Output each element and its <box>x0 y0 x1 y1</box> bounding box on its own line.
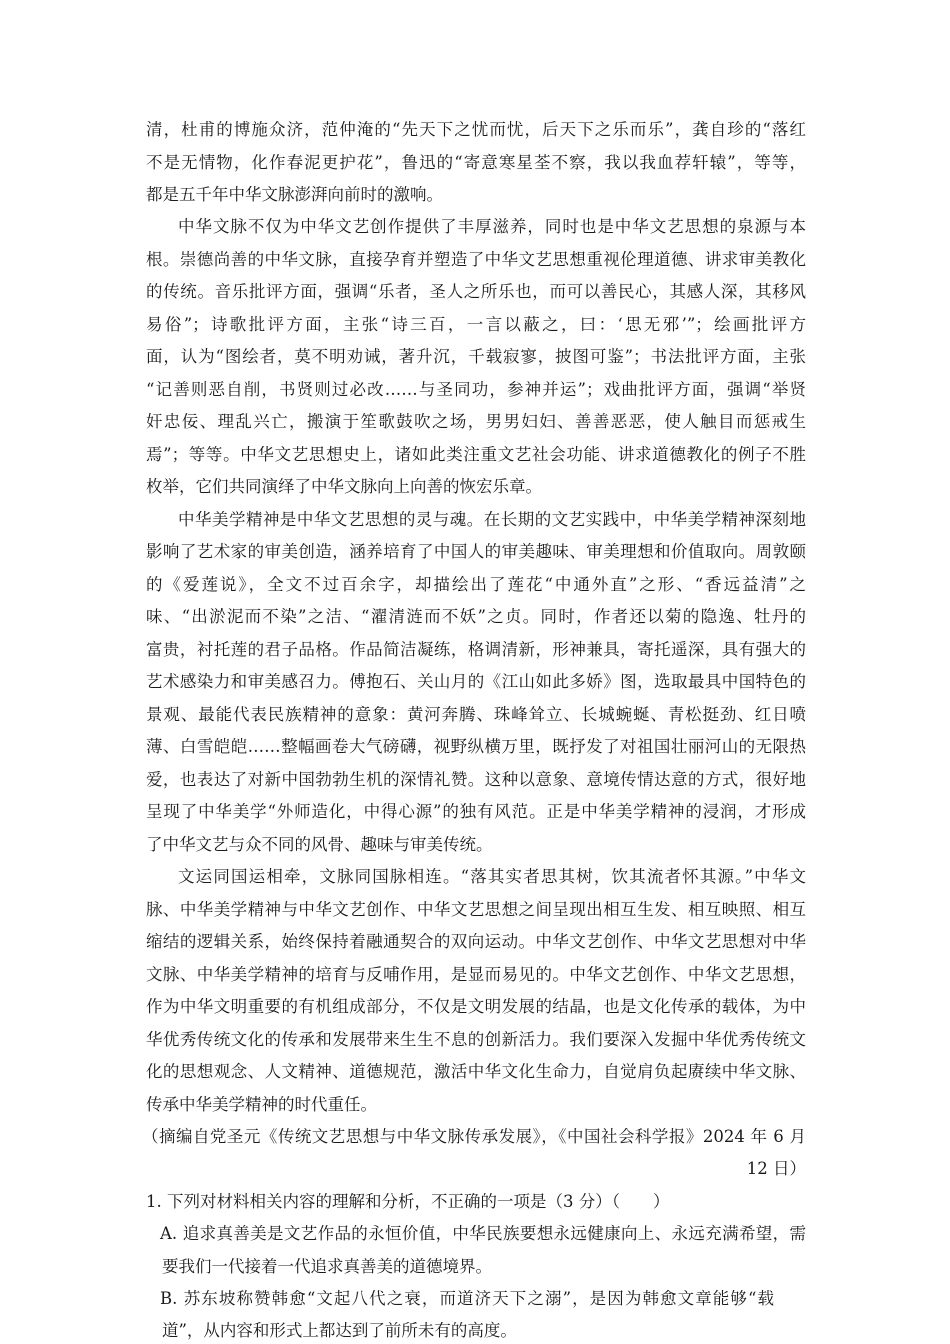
text-line: 根。崇德尚善的中华文脉，直接孕育并塑造了中华文艺思想重视伦理道德、讲求审美教化 <box>146 250 806 269</box>
source-citation: （摘编自党圣元《传统文艺思想与中华文脉传承发展》，《中国社会科学报》2024 年 6 月 <box>142 1127 806 1146</box>
text-line: 景观、最能代表民族精神的意象：黄河奔腾、珠峰耸立、长城蜿蜒、青松挺劲、红日喷 <box>146 705 806 724</box>
text-line: 影响了艺术家的审美创造，涵养培育了中国人的审美趣味、审美理想和价值取向。周敦颐 <box>146 542 806 561</box>
text-line: 传承中华美学精神的时代重任。 <box>146 1095 377 1114</box>
text-line: 焉”；等等。中华文艺思想史上，诸如此类注重文艺社会功能、讲求道德教化的例子不胜 <box>146 445 806 464</box>
text-line: 味、“出淤泥而不染”之洁、“濯清涟而不妖”之贞。同时，作者还以菊的隐逸、牡丹的 <box>146 607 806 626</box>
question-stem: 1. 下列对材料相关内容的理解和分析，不正确的一项是（3 分）（ ） <box>146 1192 670 1211</box>
text-line: 的传统。音乐批评方面，强调“乐者，圣人之所乐也，而可以善民心，其感人深，其移风 <box>146 282 806 301</box>
text-line: 薄、白雪皑皑……整幅画卷大气磅礴，视野纵横万里，既抒发了对祖国壮丽河山的无限热 <box>146 737 806 756</box>
text-line: 奸忠佞、理乱兴亡，搬演于笙歌鼓吹之场，男男妇妇、善善恶恶，使人触目而惩戒生 <box>146 412 806 431</box>
paragraph-first-line: 文运同国运相牵，文脉同国脉相连。“落其实者思其树，饮其流者怀其源。”中华文 <box>178 867 806 886</box>
option-a-continued: 要我们一代接着一代追求真善美的道德境界。 <box>162 1257 492 1276</box>
text-line: 缩结的逻辑关系，始终保持着融通契合的双向运动。中华文艺创作、中华文艺思想对中华 <box>146 932 806 951</box>
option-a: A. 追求真善美是文艺作品的永恒价值，中华民族要想永远健康向上、永远充满希望，需 <box>160 1224 806 1243</box>
text-line: 都是五千年中华文脉澎湃向前时的激响。 <box>146 185 443 204</box>
text-line: 不是无情物，化作春泥更护花”，鲁迅的“寄意寒星荃不察，我以我血荐轩辕”，等等， <box>146 153 806 172</box>
text-line: 易俗”；诗歌批评方面，主张“诗三百，一言以蔽之，曰：‘思无邪’”；绘画批评方 <box>146 315 806 334</box>
text-line: 脉、中华美学精神与中华文艺创作、中华文艺思想之间呈现出相互生发、相互映照、相互 <box>146 900 806 919</box>
text-line: 艺术感染力和审美感召力。傅抱石、关山月的《江山如此多娇》图，选取最具中国特色的 <box>146 672 806 691</box>
text-line: 清，杜甫的博施众济，范仲淹的“先天下之忧而忧，后天下之乐而乐”，龚自珍的“落红 <box>146 120 806 139</box>
paragraph-first-line: 中华文脉不仅为中华文艺创作提供了丰厚滋养，同时也是中华文艺思想的泉源与本 <box>178 217 806 236</box>
text-line: 枚举，它们共同演绎了中华文脉向上向善的恢宏乐章。 <box>146 477 542 496</box>
option-b-continued: 道”，从内容和形式上都达到了前所未有的高度。 <box>162 1321 517 1340</box>
text-line: 了中华文艺与众不同的风骨、趣味与审美传统。 <box>146 835 493 854</box>
text-line: 化的思想观念、人文精神、道德规范，激活中华文化生命力，自觉肩负起赓续中华文脉、 <box>146 1062 806 1081</box>
text-line: “记善则恶自削，书贤则过必改……与圣同功，参神并运”；戏曲批评方面，强调“举贤 <box>146 380 806 399</box>
paragraph-first-line: 中华美学精神是中华文艺思想的灵与魂。在长期的文艺实践中，中华美学精神深刻地 <box>178 510 806 529</box>
text-line: 富贵，衬托莲的君子品格。作品简洁凝练，格调清新，形神兼具，寄托遥深，具有强大的 <box>146 640 806 659</box>
text-line: 呈现了中华美学“外师造化，中得心源”的独有风范。正是中华美学精神的浸润，才形成 <box>146 802 806 821</box>
text-line: 爱，也表达了对新中国勃勃生机的深情礼赞。这种以意象、意境传情达意的方式，很好地 <box>146 770 806 789</box>
text-line: 作为中华文明重要的有机组成部分，不仅是文明发展的结晶，也是文化传承的载体，为中 <box>146 997 806 1016</box>
text-line: 的《爱莲说》，全文不过百余字，却描绘出了莲花“中通外直”之形、“香远益清”之 <box>146 575 806 594</box>
text-line: 文脉、中华美学精神的培育与反哺作用，是显而易见的。中华文艺创作、中华文艺思想， <box>146 965 806 984</box>
option-b: B. 苏东坡称赞韩愈“文起八代之衰，而道济天下之溺”，是因为韩愈文章能够“载 <box>160 1289 774 1308</box>
source-citation-date: 12 日） <box>746 1159 806 1178</box>
text-line: 华优秀传统文化的传承和发展带来生生不息的创新活力。我们要深入发掘中华优秀传统文 <box>146 1030 806 1049</box>
text-line: 面，认为“图绘者，莫不明劝诫，著升沉，千载寂寥，披图可鉴”；书法批评方面，主张 <box>146 347 806 366</box>
